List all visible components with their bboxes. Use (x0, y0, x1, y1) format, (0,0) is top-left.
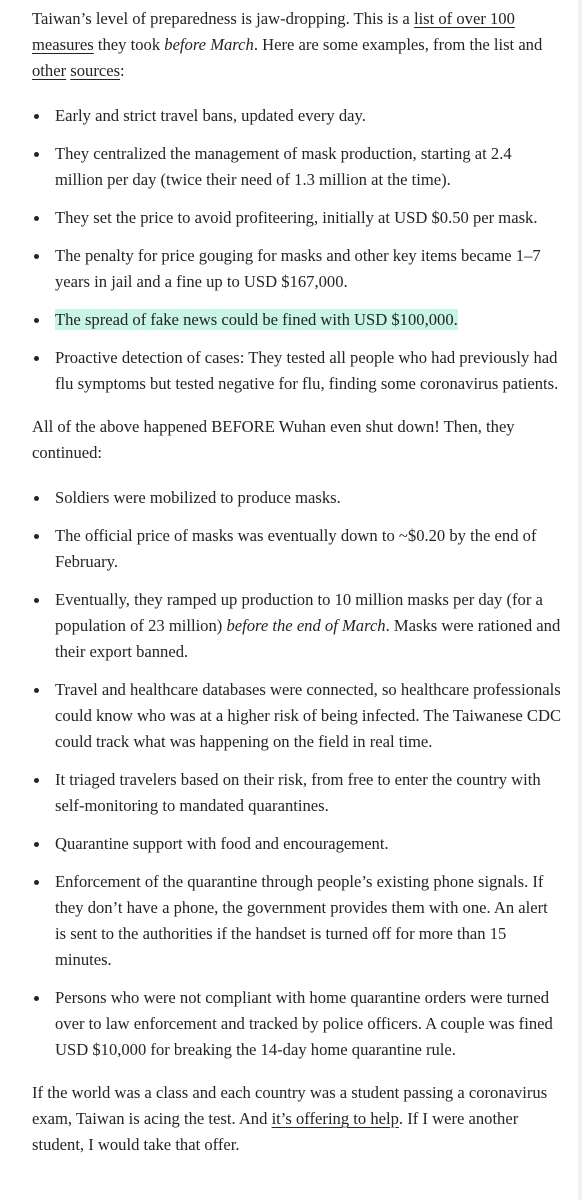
intro-paragraph (32, 6, 562, 84)
offering-to-help-link[interactable]: it’s offering to help (271, 1109, 399, 1128)
list-item: Travel and healthcare databases were connected, so healthcare professionals could know who was at a higher risk of being infected. The Taiwanese CDC could track what was happening on the field in real time. (32, 677, 562, 755)
emphasis: before the end of March (226, 616, 386, 635)
sources-link[interactable]: sources (70, 61, 121, 80)
closing-paragraph: If the world was a class and each country was a student passing a coronavirus exam, Taiwan is acing the test. And it’s offering to help. If I were another student, I would take that offer. (32, 1083, 548, 1154)
transition-paragraph: All of the above happened BEFORE Wuhan even shut down! Then, they continued: (32, 417, 515, 462)
text-highlight: The spread of fake news could be fined with USD $100,000. (55, 310, 458, 329)
list-item: Quarantine support with food and encouragement. (32, 831, 562, 857)
list-item-highlighted (32, 307, 562, 333)
pre-march-measures-list (32, 103, 562, 397)
list-item: Persons who were not compliant with home quarantine orders were turned over to law enforcement and tracked by police officers. A couple was fined USD $10,000 for breaking the 14-day home quarantine rule. (32, 985, 562, 1063)
list-item: The penalty for price gouging for masks and other key items became 1–7 years in jail and a fine up to USD $167,000. (32, 243, 562, 295)
other-link[interactable]: other (32, 61, 67, 80)
intro-text: . Here are some examples, from the list and (253, 35, 543, 54)
list-item: It triaged travelers based on their risk, from free to enter the country with self-monitoring to mandated quarantines. (32, 767, 562, 819)
measures-list-link[interactable]: list of over 100 measures (32, 9, 515, 54)
intro-emphasis: before March (164, 35, 254, 54)
list-item: Eventually, they ramped up production to 10 million masks per day (for a population of 23 million) before the end of March. Masks were rationed and their export banned. (32, 587, 562, 665)
list-item: Proactive detection of cases: They tested all people who had previously had flu symptoms but tested negative for flu, finding some coronavirus patients. (32, 345, 562, 397)
list-item: They centralized the management of mask production, starting at 2.4 million per day (twice their need of 1.3 million at the time). (32, 141, 562, 193)
list-item: They set the price to avoid profiteering, initially at USD $0.50 per mask. (32, 205, 562, 231)
scrollbar[interactable] (578, 0, 582, 1200)
list-item: Early and strict travel bans, updated every day. (32, 103, 562, 129)
intro-text: they took (93, 35, 165, 54)
intro-text: : (120, 61, 125, 80)
list-item: Enforcement of the quarantine through people’s existing phone signals. If they don’t have a phone, the government provides them with one. An alert is sent to the authorities if the handset is turned off for more than 15 minutes. (32, 869, 562, 973)
list-item: Soldiers were mobilized to produce masks. (32, 485, 562, 511)
list-item: The official price of masks was eventually down to ~$0.20 by the end of February. (32, 523, 562, 575)
article-body (32, 6, 562, 1158)
intro-text: Taiwan’s level of preparedness is jaw-dropping. This is a (32, 9, 414, 28)
later-measures-list (32, 485, 562, 1063)
